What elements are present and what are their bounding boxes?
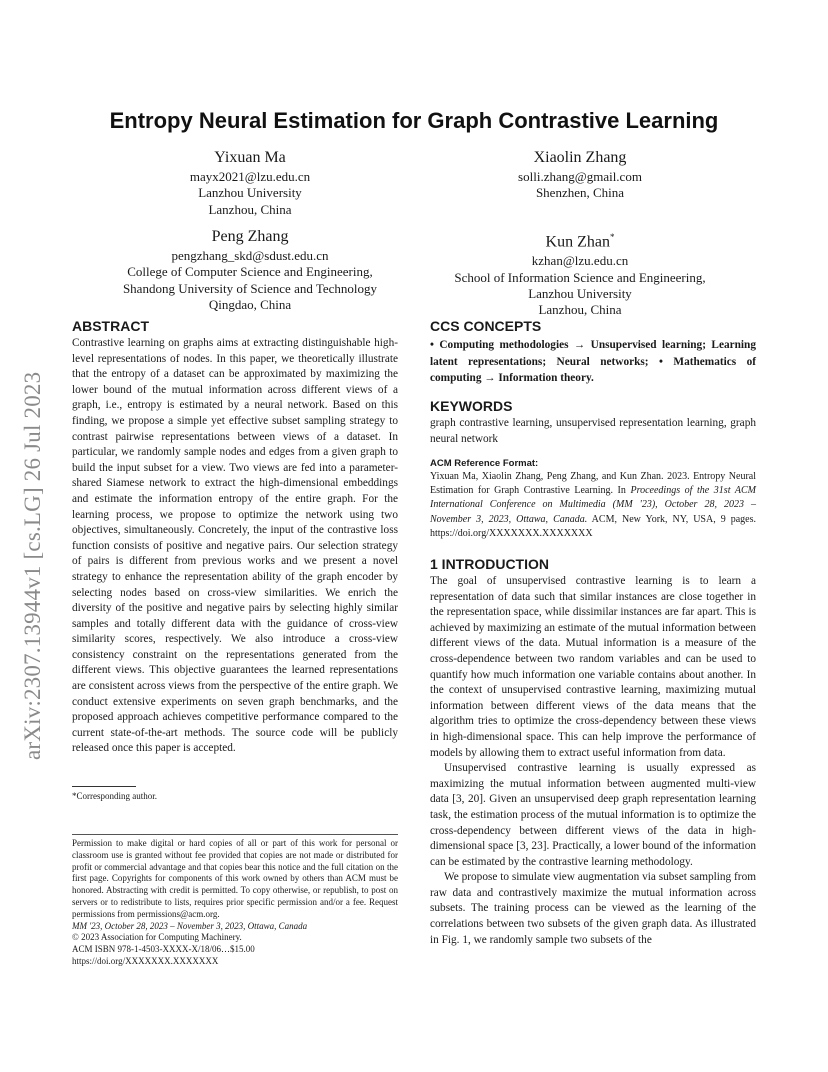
author-name: Peng Zhang <box>211 228 289 245</box>
acm-reference-text <box>430 470 756 541</box>
corresponding-mark: * <box>609 232 615 242</box>
intro-heading: 1 INTRODUCTION <box>430 556 549 572</box>
permission-doi: https://doi.org/XXXXXXX.XXXXXXX <box>72 955 219 966</box>
author-name: Xiaolin Zhang <box>533 149 627 166</box>
intro-paragraph-2: Unsupervised contrastive learning is usually expressed as maximizing the mutual information between augmented multi-view data [3, 20]. Given an unsupervised deep graph representation learning task, the estimation process of the mutual information is to optimize the cross-dependency between different views of the data in high-dimensional space [3, 23]. Practically, a lower bound of the information can be estimated by the contrastive learning methodology. <box>430 762 756 868</box>
author-location: Shenzhen, China <box>535 185 625 201</box>
author-block-4 <box>420 226 740 319</box>
permission-rule <box>72 834 398 835</box>
arxiv-stamp: arXiv:2307.13944v1 [cs.LG] 26 Jul 2023 <box>20 371 45 760</box>
author-email: kzhan@lzu.edu.cn <box>531 253 629 269</box>
ccs-item: Neural networks <box>556 355 645 368</box>
author-block-3 <box>90 226 410 313</box>
author-name: Yixuan Ma <box>214 149 286 166</box>
keywords-heading: KEYWORDS <box>430 398 513 414</box>
footnote-rule <box>72 786 136 787</box>
permission-copyright: © 2023 Association for Computing Machinery. <box>72 932 242 943</box>
acm-reference-heading: ACM Reference Format: <box>430 458 539 469</box>
ccs-item: • Computing methodologies → Unsupervised learning <box>430 339 703 351</box>
author-affiliation: School of Information Science and Engineering, <box>454 269 706 285</box>
author-name: Kun Zhan* <box>545 232 615 251</box>
footnote: *Corresponding author. <box>72 791 157 801</box>
abstract-text: Contrastive learning on graphs aims at extracting distinguishable high-level representations of nodes. In this paper, we theoretically illustrate that the entropy of a dataset can be approximated by maximizing the lower bound of the mutual information across different views of a graph, i.e., entropy is estimated by a neural network. Based on this finding, we propose a simple yet effective subset sampling strategy to contrast pairwise representations between views of a dataset. In particular, we randomly sample nodes and edges from a given graph to build the input subset for a view. Two views are fed into a parameter-shared Siamese network to extract the high-dimensional embeddings and estimate the information entropy of the entire graph. For the learning process, we propose to optimize the network using two objectives, simultaneously. Concretely, the input of the contrastive loss function consists of positive and negative pairs. Our selection strategy of pairs is different from previous works and we present a novel strategy to enhance the representation ability of the graph encoder by selecting nodes based on cross-view similarities. We enrich the diversity of the positive and negative pairs by selecting highly similar samples and totally different data with the guidance of cross-view similarity scores, respectively. We also introduce a cross-view consistency constraint on the representations generated from the different views. This objective guarantees the learned representations are consistent across views from the perspective of the entire graph. We conduct extensive experiments on seven graph benchmarks, and the proposed approach achieves competitive performance compared to the current state-of-the-art methods. The source code will be publicly released once this paper is accepted. <box>72 337 398 755</box>
reference-venue: Proceedings of the 31st ACM International Conference on Multimedia (MM '23), October 28, 2023 – November 3, 2023, Ottawa, Canada. <box>430 485 756 525</box>
keywords-text: graph contrastive learning, unsupervised representation learning, graph neural network <box>430 417 756 445</box>
author-affiliation: Lanzhou University <box>528 285 632 301</box>
ccs-concepts: • Computing methodologies → Unsupervised learning; Learning latent representations; Neural networks; • Mathematics of computing → Information theory. <box>430 339 757 384</box>
reference-authors: Yixuan Ma, Xiaolin Zhang, Peng Zhang, and Kun Zhan. 2023. Entropy Neural Estimation for Graph Contrastive Learning. In <box>430 471 756 497</box>
permission-venue: MM '23, October 28, 2023 – November 3, 2023, Ottawa, Canada <box>72 920 308 931</box>
author-location: Lanzhou, China <box>208 201 292 217</box>
ccs-item: Learning latent representations <box>430 339 756 368</box>
permission-isbn: ACM ISBN 978-1-4503-XXXX-X/18/06…$15.00 <box>72 944 255 955</box>
author-email: solli.zhang@gmail.com <box>518 169 642 184</box>
intro-paragraph-1: The goal of unsupervised contrastive learning is to learn a representation of data such that similar instances are close together in the representation space, while dissimilar instances are far apart. This is achieved by maximizing an estimate of the mutual information between different views of the data. Mutual information is a measure of the cross-dependence between two random variables and can be used to quantify how much information one variable contains about another. In the context of unsupervised contrastive learning, maximizing mutual information between different views of the data means that the algorithm tries to optimize the cross-dependency between these views in high-dimensional space. This can help improve the performance of models by allowing them to extract useful information from data. <box>430 575 756 759</box>
ccs-item: • Mathematics of computing → Information theory <box>430 355 757 384</box>
intro-body <box>430 574 756 948</box>
author-location: Lanzhou, China <box>538 302 622 318</box>
author-affiliation: College of Computer Science and Engineering, <box>127 264 373 280</box>
author-email: pengzhang_skd@sdust.edu.cn <box>171 248 329 263</box>
ccs-heading: CCS CONCEPTS <box>430 318 542 334</box>
author-affiliation: Lanzhou University <box>198 185 302 201</box>
intro-paragraph-3: We propose to simulate view augmentation via subset sampling from raw data and contrastively maximize the mutual information across subsets. The training process can be viewed as the learning of the correlations between two subsets of the given graph data. As illustrated in Fig. 1, we randomly sample two subsets of the <box>430 871 756 946</box>
author-location: Qingdao, China <box>208 296 292 312</box>
author-block-2 <box>460 147 700 202</box>
author-email: mayx2021@lzu.edu.cn <box>189 169 311 184</box>
paper-title: Entropy Neural Estimation for Graph Contrastive Learning <box>109 108 719 133</box>
abstract-heading: ABSTRACT <box>72 318 149 334</box>
permission-text: Permission to make digital or hard copies of all or part of this work for personal or classroom use is granted without fee provided that copies are not made or distributed for profit or commercial advantage and that copies bear this notice and the full citation on the first page. Copyrights for components of this work owned by others than ACM must be honored. Abstracting with credit is permitted. To copy otherwise, or republish, to post on servers or to redistribute to lists, requires prior specific permission and/or a fee. Request permissions from permissions@acm.org. <box>72 838 398 919</box>
author-block-1 <box>130 147 370 218</box>
reference-tail: ACM, New York, NY, USA, 9 pages. https://doi.org/XXXXXXX.XXXXXXX <box>430 513 756 539</box>
author-affiliation: Shandong University of Science and Technology <box>122 280 378 296</box>
permission-block <box>72 838 398 968</box>
